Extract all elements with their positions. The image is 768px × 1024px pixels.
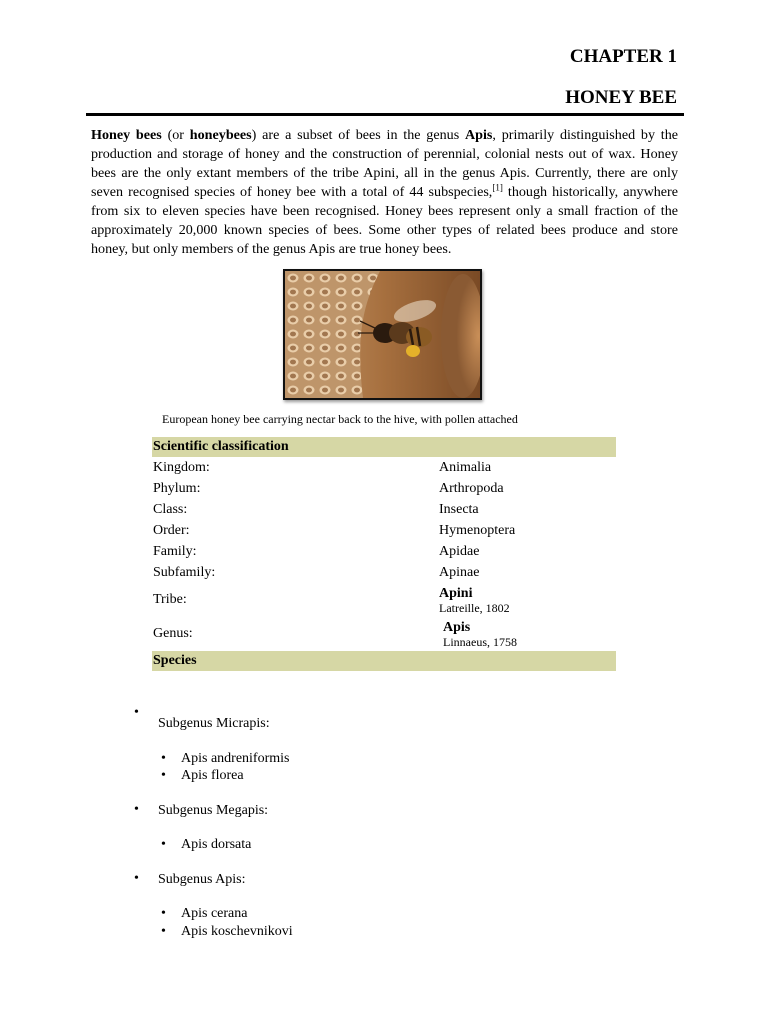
chapter-title: HONEY BEE — [565, 87, 677, 108]
rank-label: Kingdom: — [153, 459, 210, 475]
genus-name[interactable]: Apis — [443, 619, 471, 635]
intro-text-3: , primarily distinguished by the production and storage of honey and the construction of perennial, colonial nests out of wax. Honey bees are the only extant members of the tribe Apini, all in the genus Apis. Currently, there are only seven recognised species of honey bee with a total of 44 subspecies, — [91, 127, 679, 200]
intro-text-4: though historically, anywhere from six to eleven species have been recognised. Honey bees represent only a small fraction of the approximately 20,000 known species of bees. Some other types of related bees produce and store honey, but only members of the genus Apis are true honey bees. — [91, 184, 678, 257]
species-heading-row — [152, 651, 616, 671]
rank-value[interactable]: Insecta — [439, 501, 479, 517]
subgenus-label[interactable]: • Subgenus Apis: — [158, 871, 246, 887]
honey-bee-photo — [283, 269, 482, 400]
species-item[interactable]: • Apis dorsata — [158, 836, 293, 854]
rank-label: Class: — [153, 501, 188, 517]
species-sublist — [158, 750, 293, 785]
tribe-row — [152, 583, 616, 617]
table-row — [152, 499, 616, 520]
classification-heading: Scientific classification — [152, 437, 616, 457]
rank-value[interactable]: Animalia — [439, 459, 492, 475]
table-row — [152, 478, 616, 499]
table-row — [152, 562, 616, 583]
subgenus-label[interactable]: • Subgenus Megapis: — [158, 802, 269, 818]
rank-value[interactable]: Apinae — [439, 564, 480, 580]
tribe-name[interactable]: Apini — [439, 585, 473, 601]
subgenus-item — [130, 871, 293, 941]
species-item[interactable]: • Apis cerana — [158, 905, 293, 923]
header-divider — [86, 113, 684, 116]
rank-label: Order: — [153, 522, 190, 538]
term-apis: Apis — [464, 127, 493, 143]
rank-label: Family: — [153, 543, 197, 559]
rank-value[interactable]: Apidae — [439, 543, 480, 559]
tribe-authority: Latreille, 1802 — [439, 600, 510, 615]
rank-label: Phylum: — [153, 480, 201, 496]
intro-text-1: (or — [161, 127, 190, 143]
subgenus-label[interactable]: • Subgenus Micrapis: — [158, 716, 270, 731]
species-list — [130, 705, 293, 957]
classification-table — [152, 437, 616, 671]
term-honey-bees: Honey bees — [91, 127, 162, 143]
rank-value[interactable]: Arthropoda — [439, 480, 504, 496]
figure-caption: European honey bee carrying nectar back to the hive, with pollen attached — [162, 412, 518, 426]
subgenus-item — [130, 802, 293, 854]
table-row — [152, 520, 616, 541]
rank-label: Tribe: — [153, 592, 187, 607]
table-row — [152, 457, 616, 478]
species-sublist — [158, 905, 293, 940]
genus-value — [439, 617, 616, 651]
reference-link[interactable]: [1] — [492, 182, 503, 193]
species-item[interactable]: • Apis andreniformis — [158, 750, 293, 768]
term-honeybees: honeybees — [189, 127, 252, 143]
rank-label: Subfamily: — [153, 564, 216, 580]
tribe-value — [439, 583, 616, 617]
rank-label: Genus: — [153, 626, 193, 641]
intro-text-2: ) are a subset of bees in the genus — [251, 127, 465, 143]
rank-value[interactable]: Hymenoptera — [439, 522, 516, 538]
intro-paragraph — [91, 126, 678, 259]
genus-authority: Linnaeus, 1758 — [443, 634, 517, 649]
chapter-number: CHAPTER 1 — [569, 46, 677, 67]
species-sublist — [158, 836, 293, 854]
classification-heading-row — [152, 437, 616, 457]
species-heading: Species — [152, 651, 616, 671]
genus-row — [152, 617, 616, 651]
subgenus-item — [130, 705, 293, 785]
species-item[interactable]: • Apis florea — [158, 767, 293, 785]
table-row — [152, 541, 616, 562]
species-item[interactable]: • Apis koschevnikovi — [158, 923, 293, 941]
